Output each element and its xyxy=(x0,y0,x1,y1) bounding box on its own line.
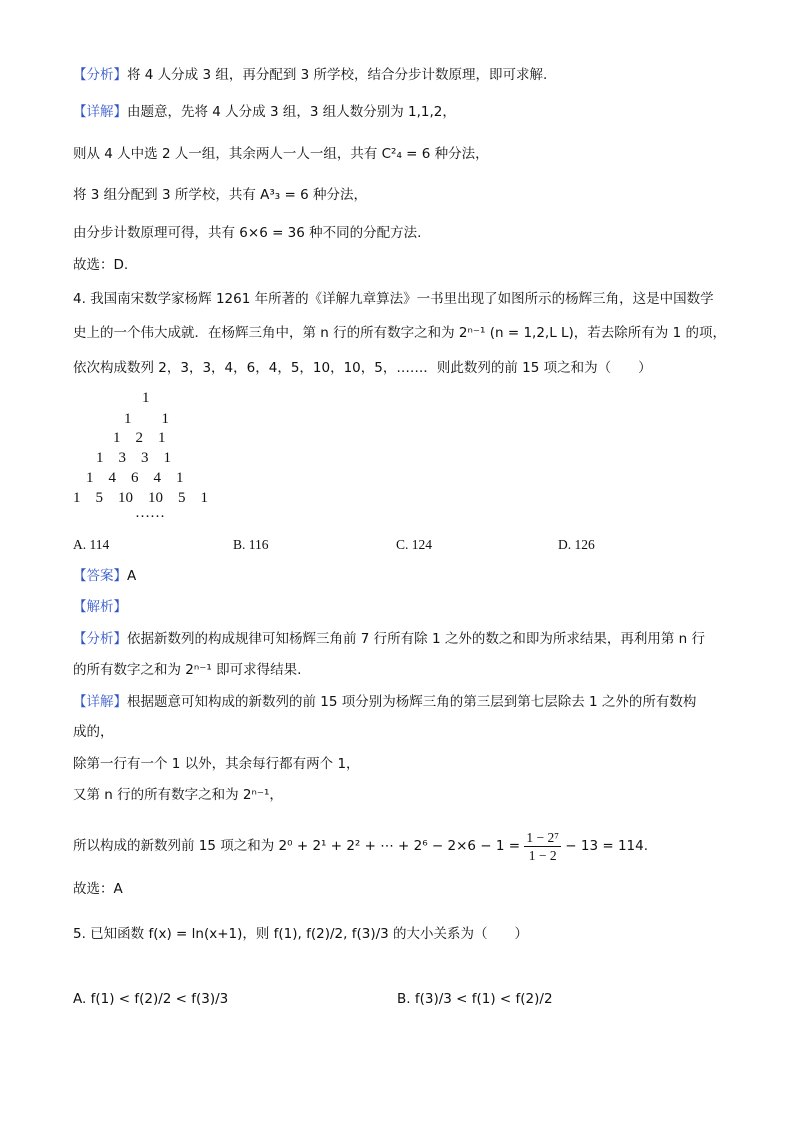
triangle-ellipsis: …… xyxy=(135,505,165,521)
detail-tag: 【详解】 xyxy=(73,694,127,710)
q4-analysis-line-2: 的所有数字之和为 2ⁿ⁻¹ 即可求得结果. xyxy=(73,662,302,678)
analysis-tag: 【分析】 xyxy=(73,631,127,647)
q4-sum-suffix: − 13 = 114. xyxy=(565,838,649,854)
q5-option-b: B. f(3)/3 < f(1) < f(2)/2 xyxy=(397,991,553,1007)
q4-detail-line-5 xyxy=(73,826,648,866)
q4-option-b: B. 116 xyxy=(233,537,269,552)
q5-option-a: A. f(1) < f(2)/2 < f(3)/3 xyxy=(73,991,229,1007)
q4-stem-2: 史上的一个伟大成就．在杨辉三角中，第 n 行的所有数字之和为 2ⁿ⁻¹ (n = 1,2,L L)，若去除所有为 1 的项， xyxy=(73,325,726,341)
q4-stem-1: 4. 我国南宋数学家杨辉 1261 年所著的《详解九章算法》一书里出现了如图所示的杨辉三角，这是中国数学 xyxy=(73,291,714,307)
q3-line4: 由分步计数原理可得，共有 6×6 = 36 种不同的分配方法. xyxy=(73,225,422,241)
q4-detail-line-1 xyxy=(73,693,696,711)
q3-choose: 故选：D. xyxy=(73,257,129,273)
q3-analysis-line xyxy=(73,66,547,84)
q4-option-d: D. 126 xyxy=(558,537,595,552)
q4-sum-prefix: 所以构成的新数列前 15 项之和为 2⁰ + 2¹ + 2² + ⋯ + 2⁶ − 2×6 − 1 = xyxy=(73,838,521,854)
q4-detail-line-2: 成的， xyxy=(73,724,114,740)
triangle-row-5: 1 4 6 4 1 xyxy=(86,470,184,486)
q3-detail-line xyxy=(73,103,456,121)
solution-tag: 【解析】 xyxy=(73,599,127,615)
q4-option-c: C. 124 xyxy=(396,537,433,552)
fraction-denominator: 1 − 2 xyxy=(528,847,557,863)
q3-analysis-text: 将 4 人分成 3 组，再分配到 3 所学校，结合分步计数原理，即可求解. xyxy=(127,67,548,83)
q4-option-a: A. 114 xyxy=(73,537,110,552)
q5-stem: 5. 已知函数 f(x) = ln(x+1)，则 f(1), f(2)/2, f(3)/3 的大小关系为（ ） xyxy=(73,926,529,942)
q4-analysis-line-1 xyxy=(73,630,705,648)
q4-choose: 故选：A xyxy=(73,881,123,897)
q4-detail-line-4: 又第 n 行的所有数字之和为 2ⁿ⁻¹， xyxy=(73,787,283,803)
triangle-row-1: 1 xyxy=(142,390,150,406)
triangle-row-6: 1 5 10 10 5 1 xyxy=(73,490,209,506)
q4-answer: A xyxy=(127,568,137,584)
answer-tag: 【答案】 xyxy=(73,568,127,584)
q4-answer-line xyxy=(73,567,136,585)
triangle-row-2: 1 1 xyxy=(124,411,170,427)
q3-line3: 将 3 组分配到 3 所学校，共有 A³₃ = 6 种分法， xyxy=(73,187,367,203)
triangle-row-3: 1 2 1 xyxy=(113,430,166,446)
q4-detail-line-3: 除第一行有一个 1 以外，其余每行都有两个 1， xyxy=(73,756,360,772)
q4-detail-text-1: 根据题意可知构成的新数列的前 15 项分别为杨辉三角的第三层到第七层除去 1 之外的所有数构 xyxy=(127,694,697,710)
detail-tag: 【详解】 xyxy=(73,104,127,120)
analysis-tag: 【分析】 xyxy=(73,67,127,83)
fraction-numerator: 1 − 2⁷ xyxy=(526,829,559,845)
q3-detail-text: 由题意，先将 4 人分成 3 组，3 组人数分别为 1,1,2， xyxy=(127,104,456,120)
q4-sum-fraction xyxy=(524,829,561,864)
q4-solution-line xyxy=(73,598,127,616)
triangle-row-4: 1 3 3 1 xyxy=(96,450,172,466)
q4-analysis-text-1: 依据新数列的构成规律可知杨辉三角前 7 行所有除 1 之外的数之和即为所求结果，再利用第 n 行 xyxy=(127,631,705,647)
q4-stem-3: 依次构成数列 2，3，3，4，6，4，5，10，10，5，……．则此数列的前 15 项之和为（ ） xyxy=(73,360,652,376)
q3-line2: 则从 4 人中选 2 人一组，其余两人一人一组，共有 C²₄ = 6 种分法， xyxy=(73,146,489,162)
